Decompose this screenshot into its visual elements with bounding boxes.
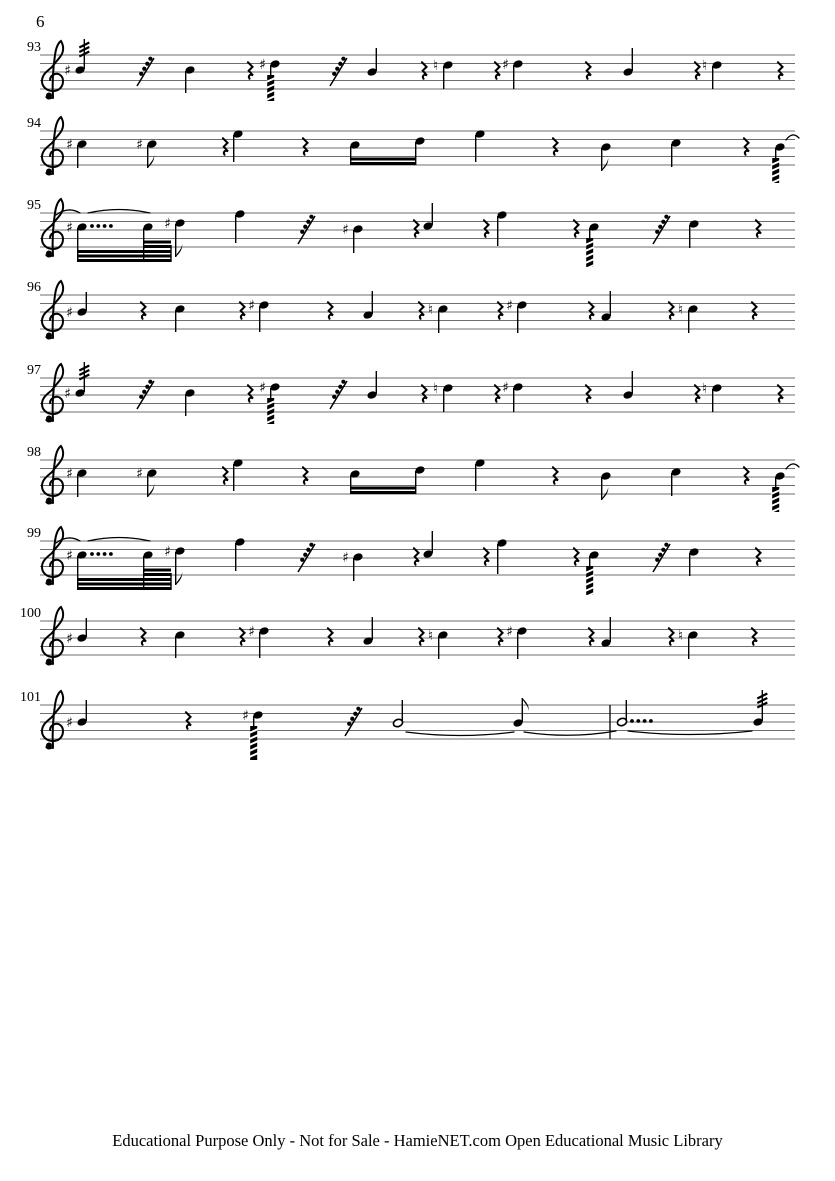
sharp-accidental: ♯: [506, 623, 513, 640]
sharp-accidental: ♯: [259, 379, 266, 396]
measure-number: 101: [20, 690, 41, 705]
quarter-rest: [223, 467, 228, 484]
system-98: [27, 445, 799, 512]
sharp-accidental: ♯: [66, 630, 73, 647]
grace-run: [137, 380, 154, 409]
augmentation-dots: [90, 224, 113, 228]
note-event: [136, 137, 158, 168]
note-event: [66, 137, 88, 168]
note-event: [433, 58, 454, 89]
system-93: [27, 39, 795, 101]
quarter-rest: [141, 628, 146, 645]
sharp-accidental: ♯: [64, 62, 71, 79]
note-event: [174, 304, 185, 332]
quarter-rest: [303, 467, 308, 484]
sharp-accidental: ♯: [66, 465, 73, 482]
sharp-accidental: ♯: [502, 56, 509, 73]
system-100: [20, 606, 795, 665]
note-event: [433, 381, 454, 412]
measure-number: 94: [27, 116, 41, 131]
quarter-rest: [695, 62, 700, 79]
note-event: [234, 209, 245, 243]
system-97: [27, 362, 795, 424]
note-event: [174, 630, 185, 658]
quarter-rest: [756, 220, 761, 237]
note-event: [342, 222, 364, 253]
quarter-rest: [498, 302, 503, 319]
quarter-rest: [422, 62, 427, 79]
sharp-accidental: ♯: [66, 304, 73, 321]
sharp-accidental: ♯: [248, 297, 255, 314]
note-event: [349, 469, 360, 494]
note-event: [232, 458, 243, 491]
tie-slur: [88, 210, 150, 214]
note-event: [502, 380, 524, 412]
quarter-rest: [553, 138, 558, 155]
page-number: 6: [36, 12, 45, 31]
measure-number: 93: [27, 40, 41, 55]
note-event: [248, 298, 270, 332]
grace-run: [345, 707, 362, 736]
note-event: [474, 129, 485, 162]
measure-number: 100: [20, 606, 41, 621]
measure-number: 96: [27, 280, 41, 295]
treble-clef-icon: [42, 446, 63, 504]
note-event: [688, 219, 699, 248]
grace-run: [298, 215, 315, 244]
measure-number: 97: [27, 363, 41, 378]
sharp-accidental: ♯: [136, 136, 143, 153]
quarter-rest: [141, 302, 146, 319]
sharp-accidental: ♯: [506, 297, 513, 314]
beam-group: [77, 578, 171, 590]
sharp-accidental: ♯: [66, 219, 73, 236]
note-event: [136, 466, 158, 497]
note-event: [342, 550, 364, 581]
grace-run: [330, 380, 347, 409]
note-event: [702, 381, 723, 412]
quarter-rest: [419, 628, 424, 645]
system-101: [20, 690, 795, 760]
treble-clef-icon: [42, 281, 63, 339]
quarter-rest: [669, 302, 674, 319]
augmentation-dots: [90, 552, 113, 556]
quarter-rest: [778, 385, 783, 402]
quarter-rest: [669, 628, 674, 645]
quarter-rest: [495, 385, 500, 402]
quarter-rest: [328, 628, 333, 645]
sharp-accidental: ♯: [66, 714, 73, 731]
quarter-rest: [495, 62, 500, 79]
quarter-rest: [484, 548, 489, 565]
quarter-rest: [586, 385, 591, 402]
note-event: [366, 48, 377, 77]
tie-slur: [628, 731, 752, 735]
grace-run: [653, 543, 670, 572]
quarter-rest: [223, 138, 228, 155]
natural-accidental: ♮: [427, 301, 434, 318]
note-event: [66, 292, 88, 321]
note-event: [752, 690, 767, 727]
note-event: [688, 547, 699, 576]
footer-text: Educational Purpose Only - Not for Sale - HamieNET.com Open Educational Music Library: [112, 1131, 723, 1150]
quarter-rest: [328, 302, 333, 319]
sharp-accidental: ♯: [242, 707, 249, 724]
sharp-accidental: ♯: [342, 221, 349, 238]
quarter-rest: [589, 302, 594, 319]
note-event: [678, 628, 699, 659]
note-event: [422, 531, 433, 559]
quarter-rest: [744, 467, 749, 484]
note-event: [414, 465, 425, 494]
note-event: [622, 371, 633, 400]
note-event: [585, 550, 599, 597]
note-event: [496, 210, 507, 246]
quarter-rest: [414, 548, 419, 565]
quarter-rest: [303, 138, 308, 155]
note-event: [600, 617, 611, 648]
note-event: [496, 538, 507, 574]
quarter-rest: [414, 220, 419, 237]
quarter-rest: [574, 220, 579, 237]
note-event: [502, 57, 524, 89]
grace-run: [298, 543, 315, 572]
sharp-accidental: ♯: [502, 379, 509, 396]
grace-run: [653, 215, 670, 244]
note-event: [64, 362, 89, 402]
quarter-rest: [778, 62, 783, 79]
note-event: [702, 58, 723, 89]
note-event: [474, 458, 485, 491]
note-event: [622, 48, 633, 77]
quarter-rest: [248, 385, 253, 402]
quarter-rest: [752, 628, 757, 645]
note-event: [678, 302, 699, 333]
sharp-accidental: ♯: [248, 623, 255, 640]
system-96: [27, 280, 795, 339]
measure-number: 98: [27, 445, 41, 460]
beam-group: [77, 250, 171, 262]
natural-accidental: ♮: [701, 380, 708, 397]
natural-accidental: ♮: [701, 57, 708, 74]
note-event: [66, 618, 88, 647]
quarter-rest: [240, 628, 245, 645]
note-event: [670, 138, 681, 167]
grace-run: [137, 57, 154, 86]
beam-group: [350, 158, 416, 166]
natural-accidental: ♮: [432, 380, 439, 397]
quarter-rest: [586, 62, 591, 79]
note-event: [234, 537, 245, 571]
treble-clef-icon: [42, 607, 63, 665]
system-95: [27, 198, 795, 269]
quarter-rest: [498, 628, 503, 645]
sharp-accidental: ♯: [66, 547, 73, 564]
note-event: [66, 466, 88, 497]
note-event: [248, 624, 270, 658]
note-event: [422, 203, 433, 231]
note-event: [232, 129, 243, 162]
treble-clef-icon: [42, 691, 63, 749]
beam-group: [350, 487, 416, 495]
natural-accidental: ♮: [427, 627, 434, 644]
quarter-rest: [589, 628, 594, 645]
note-event: [600, 291, 611, 322]
sharp-accidental: ♯: [164, 215, 171, 232]
sharp-accidental: ♯: [136, 465, 143, 482]
quarter-rest: [574, 548, 579, 565]
quarter-rest: [240, 302, 245, 319]
measure-number: 99: [27, 526, 41, 541]
note-event: [512, 698, 528, 728]
tie-slur: [524, 731, 616, 735]
quarter-rest: [248, 62, 253, 79]
tie-slur: [88, 538, 150, 542]
grace-run: [330, 57, 347, 86]
beam-group: [144, 241, 171, 249]
quarter-rest: [752, 302, 757, 319]
measure-number: 95: [27, 198, 41, 213]
note-event: [585, 222, 599, 269]
note-event: [242, 708, 264, 760]
note-event: [64, 39, 89, 79]
note-event: [349, 140, 360, 165]
note-event: [670, 467, 681, 496]
natural-accidental: ♮: [677, 627, 684, 644]
treble-clef-icon: [42, 364, 63, 422]
treble-clef-icon: [42, 41, 63, 99]
quarter-rest: [553, 467, 558, 484]
quarter-rest: [186, 712, 191, 729]
sharp-accidental: ♯: [259, 56, 266, 73]
sharp-accidental: ♯: [164, 543, 171, 560]
quarter-rest: [422, 385, 427, 402]
quarter-rest: [419, 302, 424, 319]
quarter-rest: [744, 138, 749, 155]
treble-clef-icon: [42, 117, 63, 175]
note-event: [428, 302, 449, 333]
sharp-accidental: ♯: [66, 136, 73, 153]
note-event: [414, 136, 425, 165]
note-event: [428, 628, 449, 659]
natural-accidental: ♮: [677, 301, 684, 318]
quarter-rest: [756, 548, 761, 565]
beam-group: [144, 569, 171, 577]
note-event: [366, 371, 377, 400]
sharp-accidental: ♯: [342, 549, 349, 566]
quarter-rest: [484, 220, 489, 237]
treble-clef-icon: [42, 527, 63, 585]
system-94: [27, 116, 799, 183]
natural-accidental: ♮: [432, 57, 439, 74]
system-99: [27, 526, 795, 597]
treble-clef-icon: [42, 199, 63, 257]
quarter-rest: [695, 385, 700, 402]
sharp-accidental: ♯: [64, 385, 71, 402]
tie-slur: [406, 732, 514, 736]
